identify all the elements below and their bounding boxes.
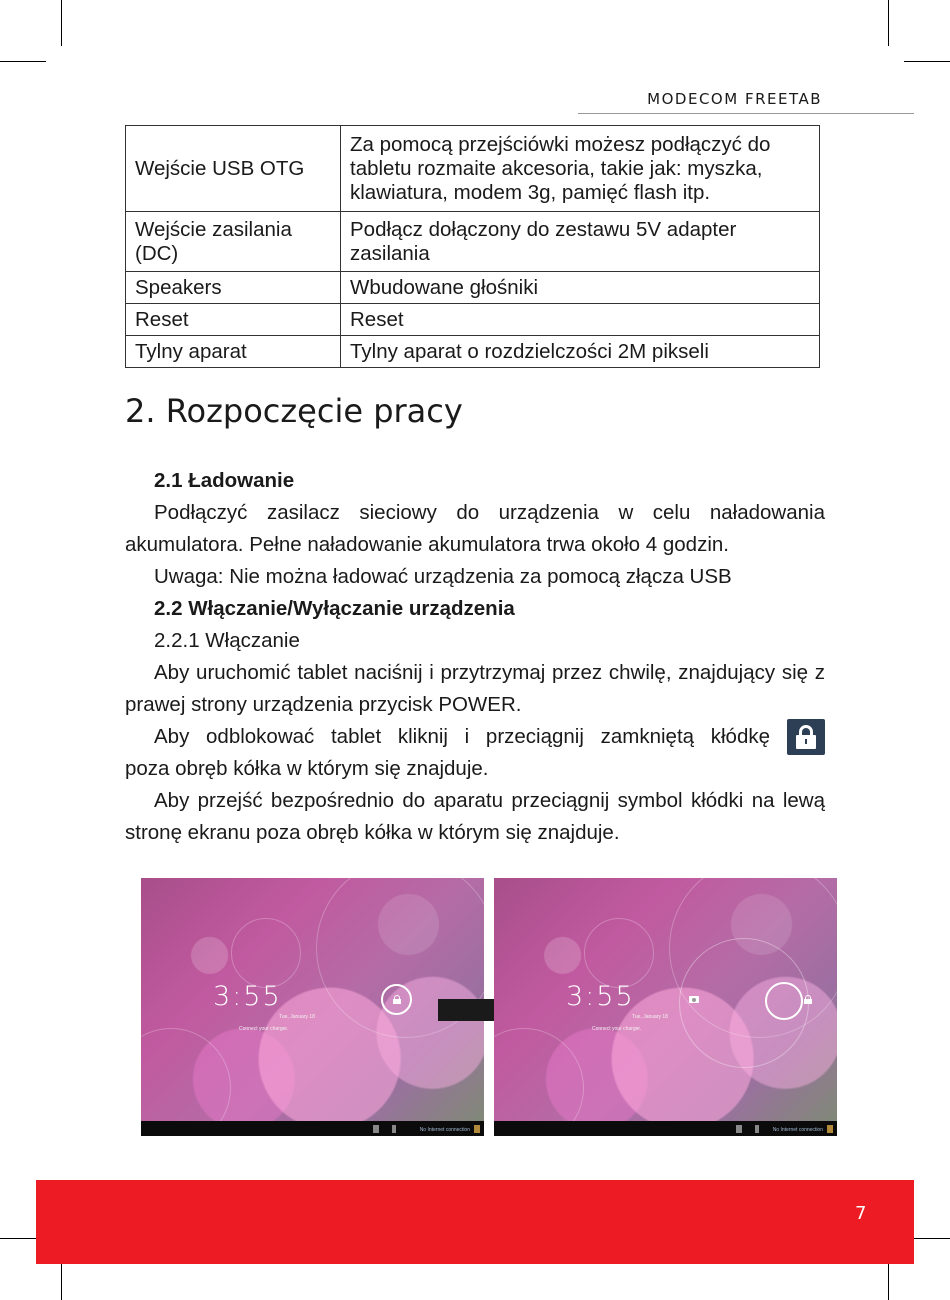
paragraph-line [125, 721, 825, 753]
lock-icon [393, 995, 401, 1004]
table-row [126, 304, 820, 336]
status-text: No Internet connection [419, 1127, 470, 1133]
signal-icon [755, 1125, 759, 1133]
footer-band [36, 1180, 914, 1264]
table-row [126, 126, 820, 212]
clock-time: 3:55 [213, 981, 282, 1012]
status-bar [494, 1121, 837, 1136]
charger-message: Connect your charger. [592, 1026, 642, 1032]
subsubsection-title: 2.2.1 Włączanie [154, 629, 300, 652]
spec-name: Reset [126, 304, 341, 336]
page-number: 7 [855, 1203, 867, 1224]
spec-desc: Podłącz dołączony do zestawu 5V adapter zasilania [341, 212, 820, 272]
spec-table [125, 125, 820, 368]
section-body [125, 465, 825, 849]
header-brand: MODECOM FREETAB [647, 90, 822, 108]
clock-date: Tue, January 18 [632, 1014, 668, 1020]
camera-icon[interactable] [689, 996, 699, 1003]
unlock-ring[interactable] [765, 982, 803, 1020]
status-bar [141, 1121, 484, 1136]
spec-desc: Tylny aparat o rozdzielczości 2M pikseli [341, 336, 820, 368]
unlock-ring[interactable] [381, 984, 412, 1015]
crop-mark [0, 61, 46, 62]
crop-mark [904, 61, 950, 62]
spec-name: Tylny aparat [126, 336, 341, 368]
usb-icon [373, 1125, 379, 1133]
unlock-icon [804, 995, 812, 1004]
spec-name: Speakers [126, 272, 341, 304]
table-row [126, 212, 820, 272]
lock-icon [787, 719, 825, 755]
lockscreen-screenshot [141, 878, 484, 1136]
header-rule [578, 113, 914, 114]
paragraph: Podłączyć zasilacz sieciowy do urządzenia w celu naładowania akumulatora. Pełne naładowanie akumulatora trwa około 4 godzin. [125, 501, 825, 556]
battery-icon [474, 1125, 480, 1133]
paragraph-line: poza obręb kółka w którym się znajduje. [125, 757, 489, 780]
section-title: 2. Rozpoczęcie pracy [125, 392, 463, 430]
status-text: No Internet connection [772, 1127, 823, 1133]
signal-icon [392, 1125, 396, 1133]
subsection-title: 2.1 Ładowanie [154, 469, 295, 492]
paragraph-text: Aby odblokować tablet kliknij i przeciągnij zamkniętą kłódkę [154, 725, 770, 748]
clock-time: 3:55 [566, 981, 635, 1012]
spec-desc: Reset [341, 304, 820, 336]
spec-desc: Wbudowane głośniki [341, 272, 820, 304]
lockscreen-screenshot-drag [494, 878, 837, 1136]
note: Uwaga: Nie można ładować urządzenia za pomocą złącza USB [154, 565, 732, 588]
battery-icon [827, 1125, 833, 1133]
crop-mark [61, 0, 62, 46]
charger-message: Connect your charger. [239, 1026, 289, 1032]
table-row [126, 336, 820, 368]
spec-name: Wejście USB OTG [126, 126, 341, 212]
clock-date: Tue, January 18 [279, 1014, 315, 1020]
crop-mark [888, 0, 889, 46]
spec-desc: Za pomocą przejściówki możesz podłączyć do tabletu rozmaite akcesoria, takie jak: myszka, klawiatura, modem 3g, pamięć flash itp. [341, 126, 820, 212]
paragraph: Aby uruchomić tablet naciśnij i przytrzymaj przez chwilę, znajdujący się z prawej strony urządzenia przycisk POWER. [125, 661, 825, 716]
usb-icon [736, 1125, 742, 1133]
spec-name: Wejście zasilania (DC) [126, 212, 341, 272]
subsection-title: 2.2 Włączanie/Wyłączanie urządzenia [154, 597, 515, 620]
table-row [126, 272, 820, 304]
paragraph: Aby przejść bezpośrednio do aparatu przeciągnij symbol kłódki na lewą stronę ekranu poza obręb kółka w którym się znajduje. [125, 789, 825, 844]
